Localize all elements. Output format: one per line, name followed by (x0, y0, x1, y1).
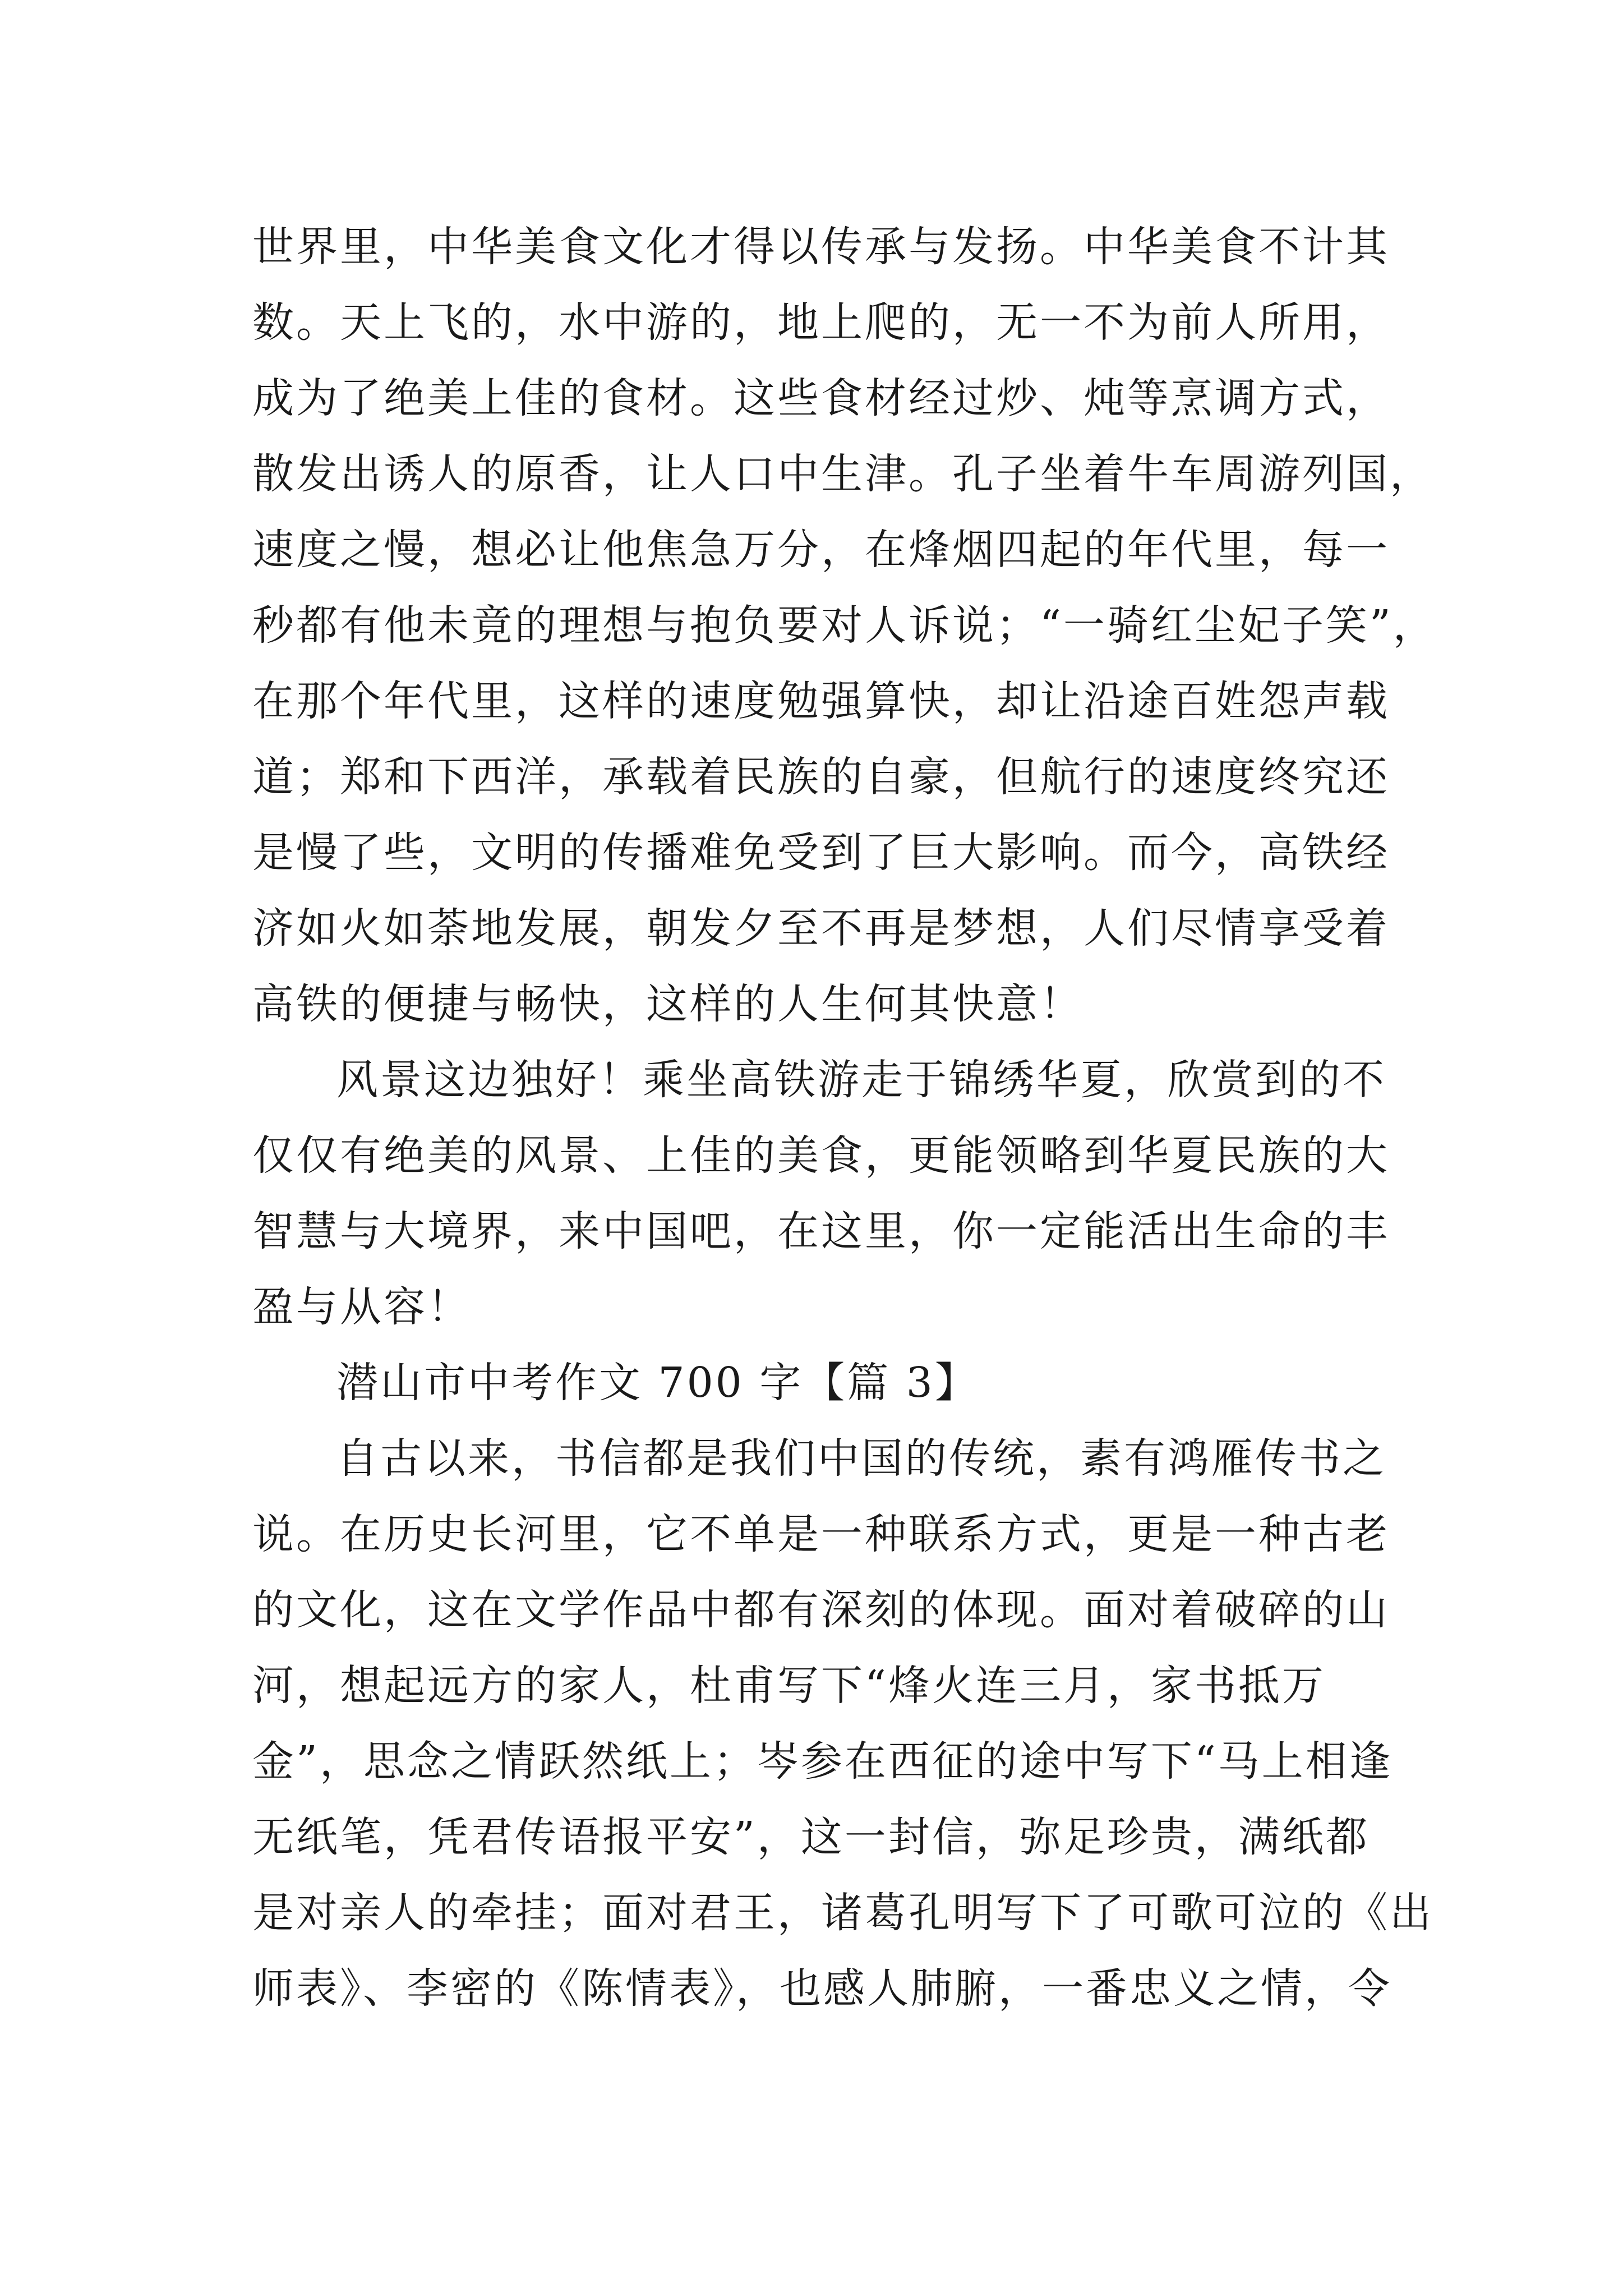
text-line: 金”，思念之情跃然纸上；岑参在西征的途中写下“马上相逢 (252, 1737, 1393, 1786)
paragraph-start-line: 风景这边独好！乘坐高铁游走于锦绣华夏，欣赏到的不 (336, 1056, 1386, 1104)
text-line: 道；郑和下西洋，承载着民族的自豪，但航行的速度终究还 (252, 753, 1390, 801)
text-line: 是对亲人的牵挂；面对君王，诸葛孔明写下了可歌可泣的《出 (252, 1889, 1433, 1937)
text-line: 河，想起远方的家人，杜甫写下“烽火连三月，家书抵万 (252, 1662, 1326, 1710)
text-line: 速度之慢，想必让他焦急万分，在烽烟四起的年代里，每一 (252, 526, 1390, 574)
section-heading: 潜山市中考作文 700 字【篇 3】 (336, 1359, 979, 1407)
text-line: 成为了绝美上佳的食材。这些食材经过炒、炖等烹调方式， (252, 374, 1390, 422)
text-line: 的文化，这在文学作品中都有深刻的体现。面对着破碎的山 (252, 1586, 1390, 1634)
paragraph-start-line: 自古以来，书信都是我们中国的传统，素有鸿雁传书之 (336, 1434, 1386, 1483)
text-line: 世界里，中华美食文化才得以传承与发扬。中华美食不计其 (252, 223, 1390, 271)
text-line: 盈与从容！ (252, 1283, 471, 1331)
text-line: 散发出诱人的原香，让人口中生津。孔子坐着牛车周游列国， (252, 450, 1433, 498)
text-line: 智慧与大境界，来中国吧，在这里，你一定能活出生命的丰 (252, 1207, 1390, 1255)
text-line: 秒都有他未竟的理想与抱负要对人诉说；“一骑红尘妃子笑”， (252, 601, 1437, 650)
text-line: 说。在历史长河里，它不单是一种联系方式，更是一种古老 (252, 1510, 1390, 1558)
text-line: 仅仅有绝美的风景、上佳的美食，更能领略到华夏民族的大 (252, 1131, 1390, 1180)
text-line: 无纸笔，凭君传语报平安”，这一封信，弥足珍贵，满纸都 (252, 1813, 1370, 1861)
text-line: 在那个年代里，这样的速度勉强算快，却让沿途百姓怨声载 (252, 677, 1390, 725)
text-line: 高铁的便捷与畅快，这样的人生何其快意！ (252, 980, 1083, 1028)
text-line: 师表》、李密的《陈情表》，也感人肺腑，一番忠义之情，令 (252, 1964, 1392, 2013)
text-line: 数。天上飞的，水中游的，地上爬的，无一不为前人所用， (252, 298, 1390, 347)
text-line: 济如火如荼地发展，朝发夕至不再是梦想，人们尽情享受着 (252, 904, 1390, 953)
text-line: 是慢了些，文明的传播难免受到了巨大影响。而今，高铁经 (252, 829, 1390, 877)
